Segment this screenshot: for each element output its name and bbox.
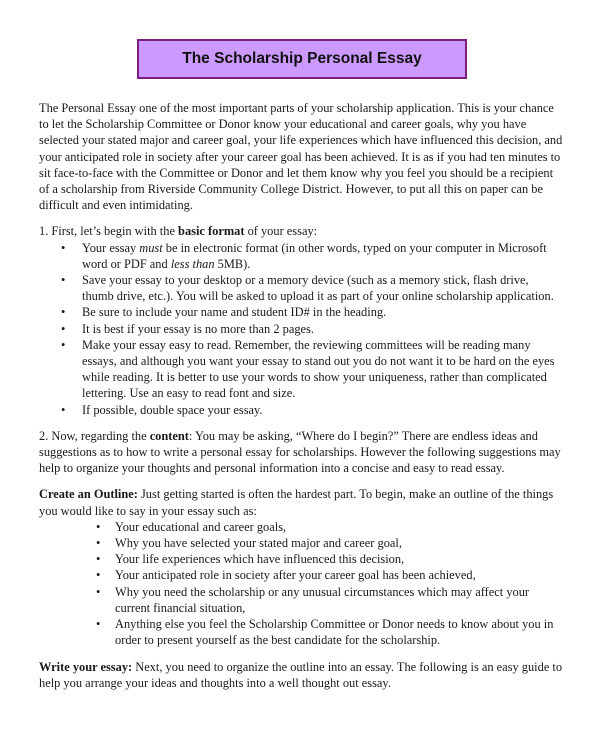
section-1-heading	[39, 223, 563, 239]
list-item-text: Your life experiences which have influenced this decision,	[115, 552, 405, 567]
format-list	[39, 240, 563, 418]
section-1-bold: basic format	[178, 224, 245, 239]
bullet-icon: •	[96, 536, 101, 551]
list-item-text: be in electronic format (in other words, typed on your computer in Microsoft word or PDF and	[82, 240, 547, 271]
bullet-icon: •	[96, 519, 101, 534]
document-body	[39, 100, 563, 691]
list-item-text: It is best if your essay is no more than 2 pages.	[82, 321, 314, 336]
section-2-lead: 2. Now, regarding the	[39, 428, 150, 443]
list-item	[39, 272, 563, 304]
list-item-text: 5MB).	[214, 256, 251, 271]
list-item-text: Be sure to include your name and student ID# in the heading.	[82, 305, 387, 320]
list-item	[39, 321, 563, 337]
list-item-text: Why you have selected your stated major and career goal,	[115, 536, 402, 551]
list-item	[39, 304, 563, 320]
outline-paragraph	[39, 486, 563, 518]
list-item	[39, 240, 563, 272]
list-item	[39, 519, 563, 535]
bullet-icon: •	[61, 273, 66, 288]
write-essay-paragraph	[39, 659, 563, 691]
section-2-bold: content	[149, 428, 189, 443]
document-title: The Scholarship Personal Essay	[137, 39, 467, 79]
list-item-text: Your educational and career goals,	[115, 519, 287, 534]
list-item-text: Your essay	[82, 240, 140, 255]
list-item-emphasis: less than	[170, 256, 215, 271]
section-2-paragraph	[39, 428, 563, 477]
section-1-lead: 1. First, let’s begin with the	[39, 224, 179, 239]
list-item-text: Why you need the scholarship or any unusual circumstances which may affect your current financial situation,	[115, 584, 530, 615]
list-item	[39, 551, 563, 567]
bullet-icon: •	[96, 617, 101, 632]
outline-label: Create an Outline:	[39, 487, 138, 502]
intro-paragraph: The Personal Essay one of the most important parts of your scholarship application. This is your chance to let the Scholarship Committee or Donor know your educational and career goals, why you have selected your stated major and career goal, your life experiences which have influenced this decision, and your anticipated role in society after your career goal has been achieved. It is as if you had ten minutes to sit face-to-face with the Committee or Donor and let them know why you feel you should be a recipient of a scholarship from Riverside Community College District. However, to put all this on paper can be difficult and even intimidating.	[39, 101, 563, 213]
list-item	[39, 567, 563, 583]
outline-text: Just getting started is often the hardest part. To begin, make an outline of the things you would like to say in your essay such as:	[39, 487, 554, 518]
write-essay-text: Next, you need to organize the outline into an essay. The following is an easy guide to help you arrange your ideas and thoughts into a well thought out essay.	[39, 659, 563, 690]
bullet-icon: •	[96, 568, 101, 583]
list-item	[39, 616, 563, 648]
outline-list	[39, 519, 563, 649]
list-item-emphasis: must	[139, 240, 163, 255]
bullet-icon: •	[61, 321, 66, 336]
list-item-text: Save your essay to your desktop or a memory device (such as a memory stick, flash drive, thumb drive, etc.). You will be asked to upload it as part of your online scholarship application.	[82, 273, 554, 304]
list-item-text: Make your essay easy to read. Remember, the reviewing committees will be reading many essays, and although you want your essay to stand out you do not want it to be hard on the eyes while reading. It is better to use your words to show your uniqueness, rather than complicated lettering. Use an easy to read font and size.	[82, 337, 555, 401]
section-2-tail: : You may be asking, “Where do I begin?” There are endless ideas and suggestions as to how to write a personal essay for scholarships. However the following suggestions may help to organize your thoughts and personal information into a concise and easy to read essay.	[39, 428, 561, 476]
list-item	[39, 337, 563, 402]
bullet-icon: •	[61, 305, 66, 320]
bullet-icon: •	[96, 552, 101, 567]
bullet-icon: •	[61, 402, 66, 417]
bullet-icon: •	[96, 584, 101, 599]
bullet-icon: •	[61, 240, 66, 255]
list-item-text: Your anticipated role in society after your career goal has been achieved,	[115, 568, 476, 583]
section-1-tail: of your essay:	[244, 224, 318, 239]
list-item-text: If possible, double space your essay.	[82, 402, 263, 417]
bullet-icon: •	[61, 337, 66, 352]
list-item	[39, 535, 563, 551]
list-item-text: Anything else you feel the Scholarship Committee or Donor needs to know about you in order to present yourself as the best candidate for the scholarship.	[115, 617, 554, 648]
list-item	[39, 584, 563, 616]
write-essay-label: Write your essay:	[39, 659, 133, 674]
list-item	[39, 402, 563, 418]
